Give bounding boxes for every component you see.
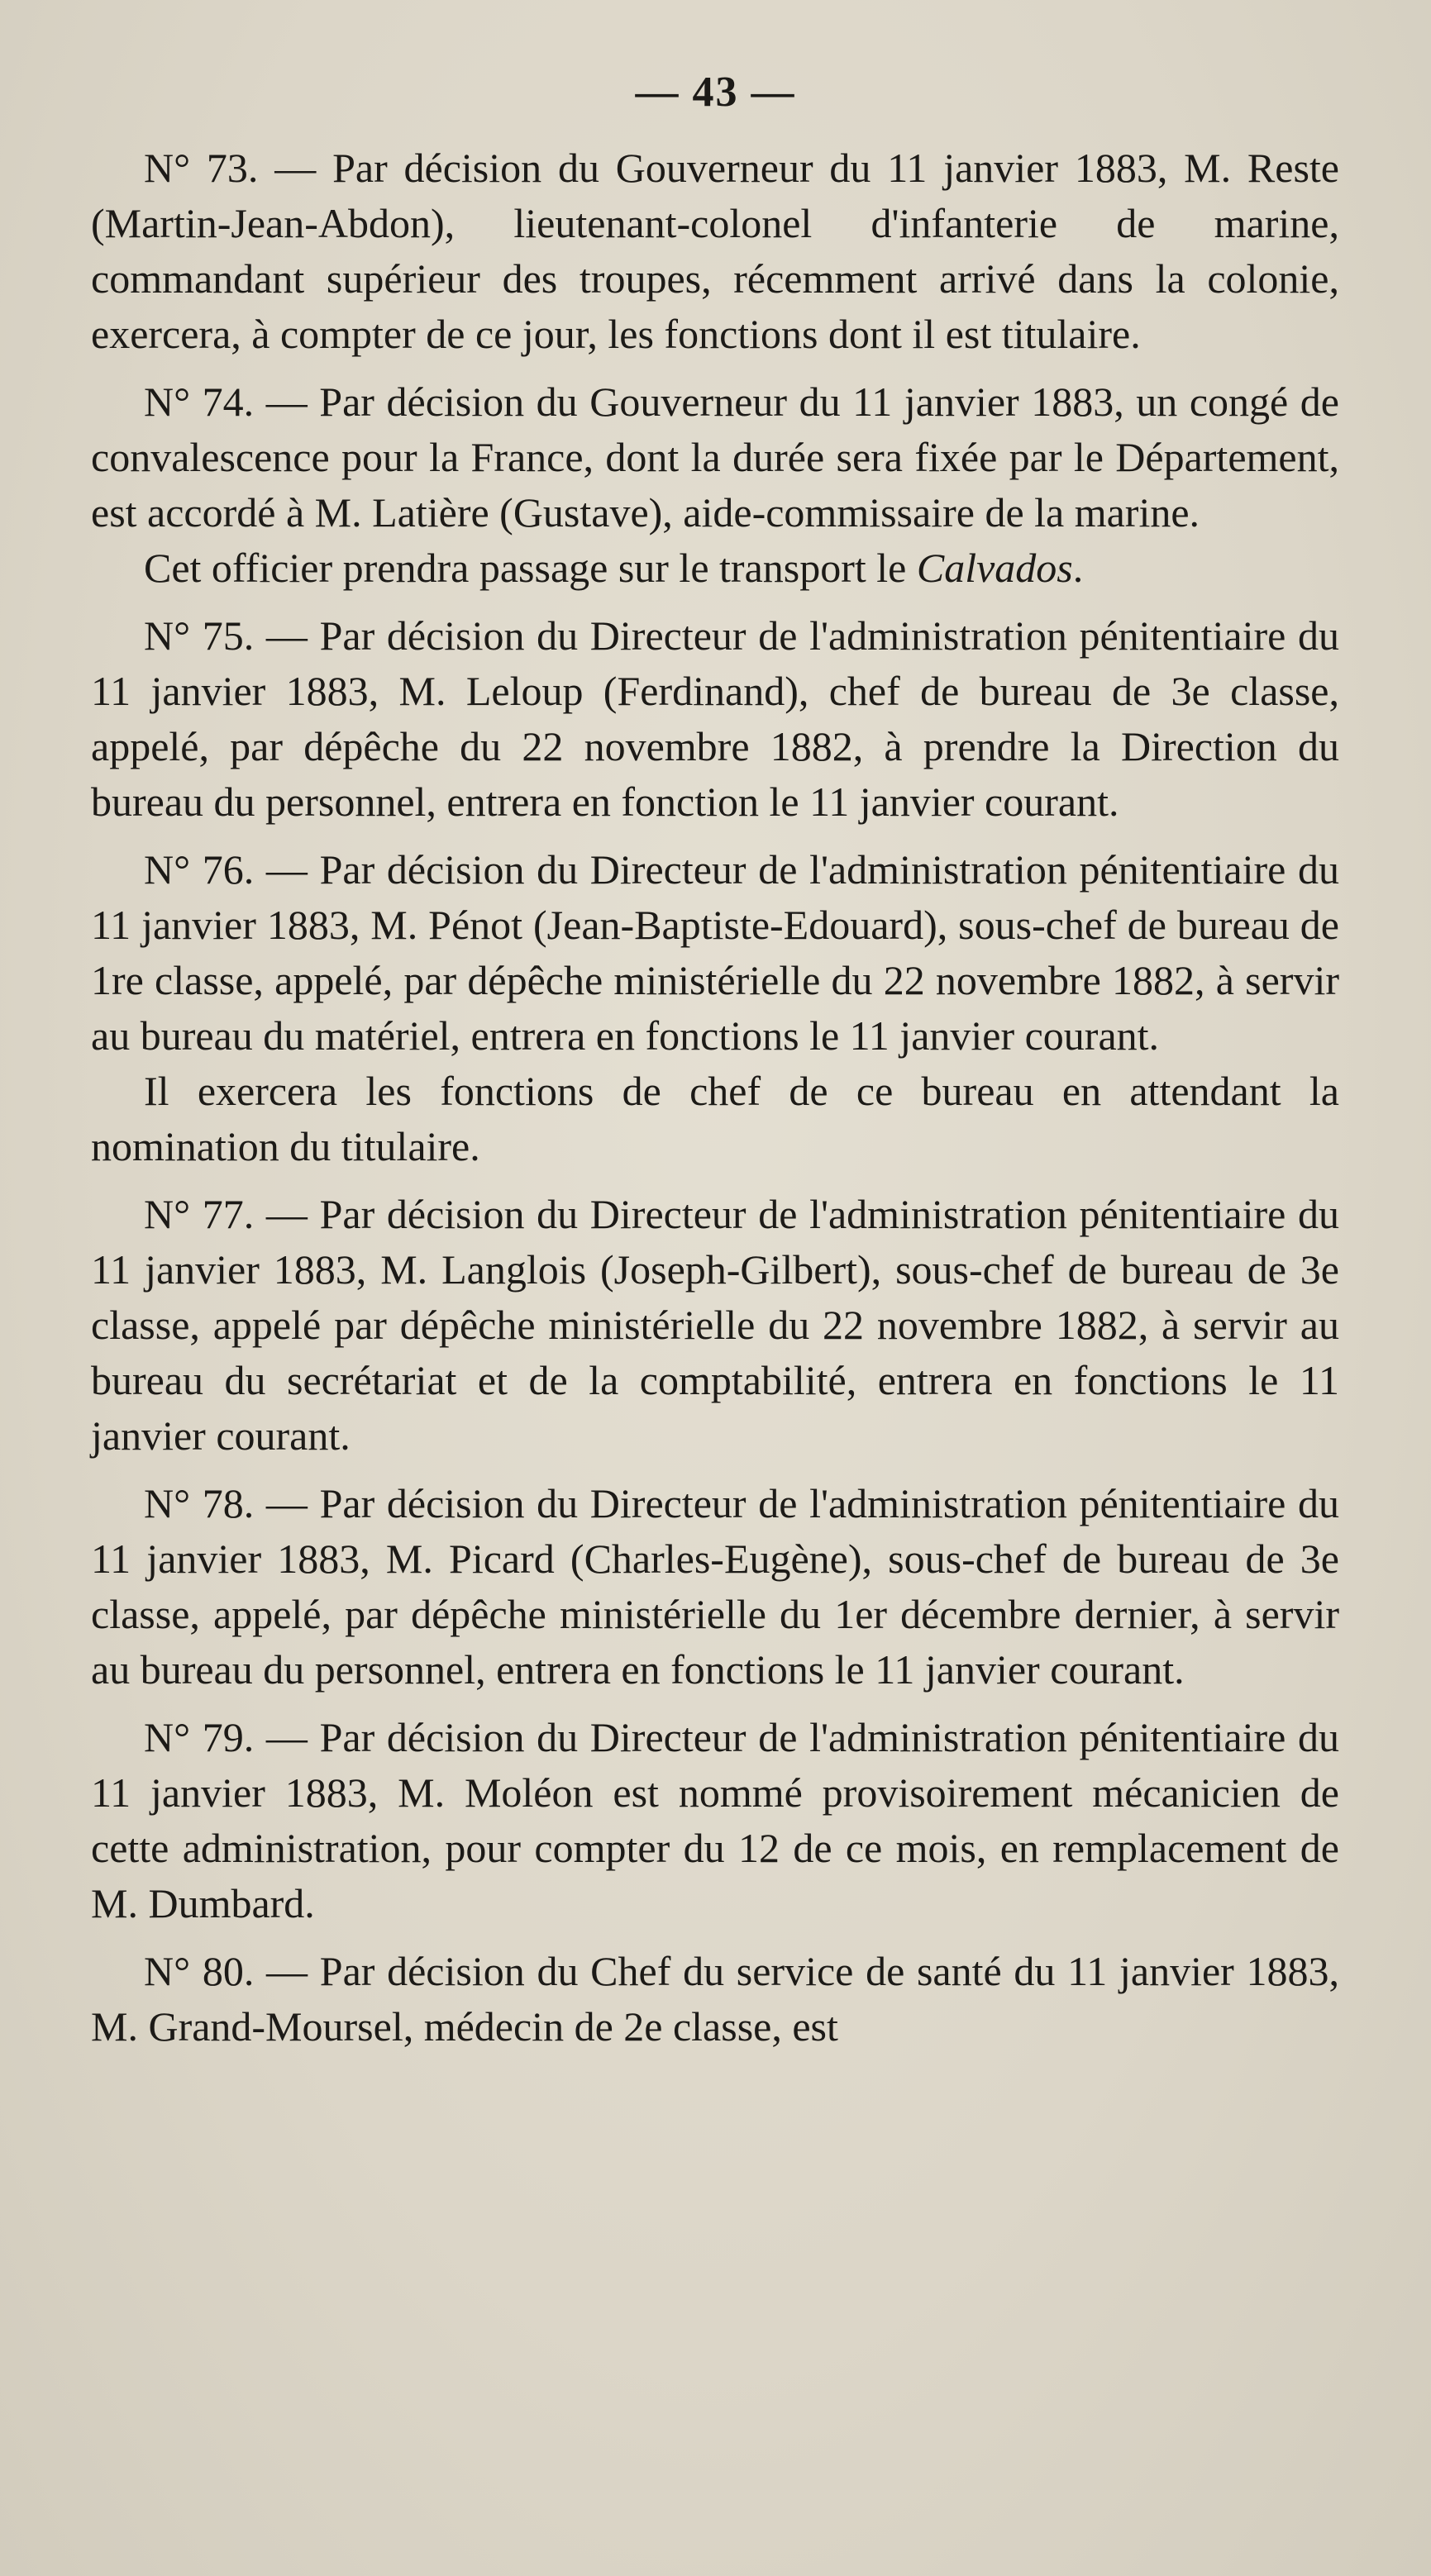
page-number: — 43 — xyxy=(635,69,796,116)
entry-text: — Par décision du Directeur de l'administration pénitentiaire du 11 janvier 1883, M. Moléon est nommé provisoirement mécanicien de cette administration, pour compter du 12 de ce mois, en remplacement de M. Dumbard. xyxy=(91,1714,1340,1926)
entry-number: N° 77. xyxy=(144,1191,255,1237)
entry-text: — Par décision du Directeur de l'administration pénitentiaire du 11 janvier 1883, M. Picard (Charles-Eugène), sous-chef de bureau de 3e classe, appelé, par dépêche ministérielle du 1er décembre dernier, à servir au bureau du personnel, entrera en fonctions le 11 janvier courant. xyxy=(91,1480,1340,1693)
entry-79 xyxy=(91,1710,1339,1931)
entry-number: N° 79. xyxy=(144,1714,255,1760)
entry-80 xyxy=(91,1944,1339,2055)
entry-text: — Par décision du Directeur de l'administration pénitentiaire du 11 janvier 1883, M. Langlois (Joseph-Gilbert), sous-chef de bureau de 3e classe, appelé par dépêche ministérielle du 22 novembre 1882, à servir au bureau du secrétariat et de la comptabilité, entrera en fonctions le 11 janvier courant. xyxy=(91,1191,1340,1459)
entry-continuation xyxy=(91,1064,1339,1174)
entry-75 xyxy=(91,608,1339,830)
entry-78 xyxy=(91,1476,1339,1697)
entry-text: — Par décision du Chef du service de santé du 11 janvier 1883, M. Grand-Moursel, médecin de 2e classe, est xyxy=(91,1948,1340,2050)
entry-text: — Par décision du Gouverneur du 11 janvier 1883, M. Reste (Martin-Jean-Abdon), lieutenant-colonel d'infanterie de marine, commandant supérieur des troupes, récemment arrivé dans la colonie, exercera, à compter de ce jour, les fonctions dont il est titulaire. xyxy=(91,145,1340,357)
entry-continuation xyxy=(91,540,1339,596)
continuation-text: Cet officier prendra passage sur le transport le xyxy=(144,545,917,591)
continuation-text: Il exercera les fonctions de chef de ce bureau en attendant la nomination du titulaire. xyxy=(91,1068,1339,1169)
entry-77 xyxy=(91,1187,1339,1464)
entry-number: N° 75. xyxy=(144,612,255,659)
entry-number: N° 74. xyxy=(144,379,255,425)
continuation-suffix: . xyxy=(1072,545,1084,591)
entry-number: N° 80. xyxy=(144,1948,255,1994)
entry-73 xyxy=(91,140,1339,362)
entry-number: N° 76. xyxy=(144,846,255,893)
entry-76 xyxy=(91,842,1339,1174)
entry-text: — Par décision du Directeur de l'administration pénitentiaire du 11 janvier 1883, M. Pénot (Jean-Baptiste-Edouard), sous-chef de bureau de 1re classe, appelé, par dépêche ministérielle du 22 novembre 1882, à servir au bureau du matériel, entrera en fonctions le 11 janvier courant. xyxy=(91,846,1340,1059)
entry-number: N° 78. xyxy=(144,1480,255,1526)
body-text xyxy=(91,140,1339,2067)
ship-name: Calvados xyxy=(916,545,1073,591)
entry-text: — Par décision du Gouverneur du 11 janvier 1883, un congé de convalescence pour la France, dont la durée sera fixée par le Département, est accordé à M. Latière (Gustave), aide-commissaire de la marine. xyxy=(91,379,1339,536)
entry-number: N° 73. xyxy=(144,145,259,191)
entry-text: — Par décision du Directeur de l'administration pénitentiaire du 11 janvier 1883, M. Leloup (Ferdinand), chef de bureau de 3e classe, appelé, par dépêche du 22 novembre 1882, à prendre la Direction du bureau du personnel, entrera en fonction le 11 janvier courant. xyxy=(91,612,1340,825)
entry-74 xyxy=(91,374,1339,596)
